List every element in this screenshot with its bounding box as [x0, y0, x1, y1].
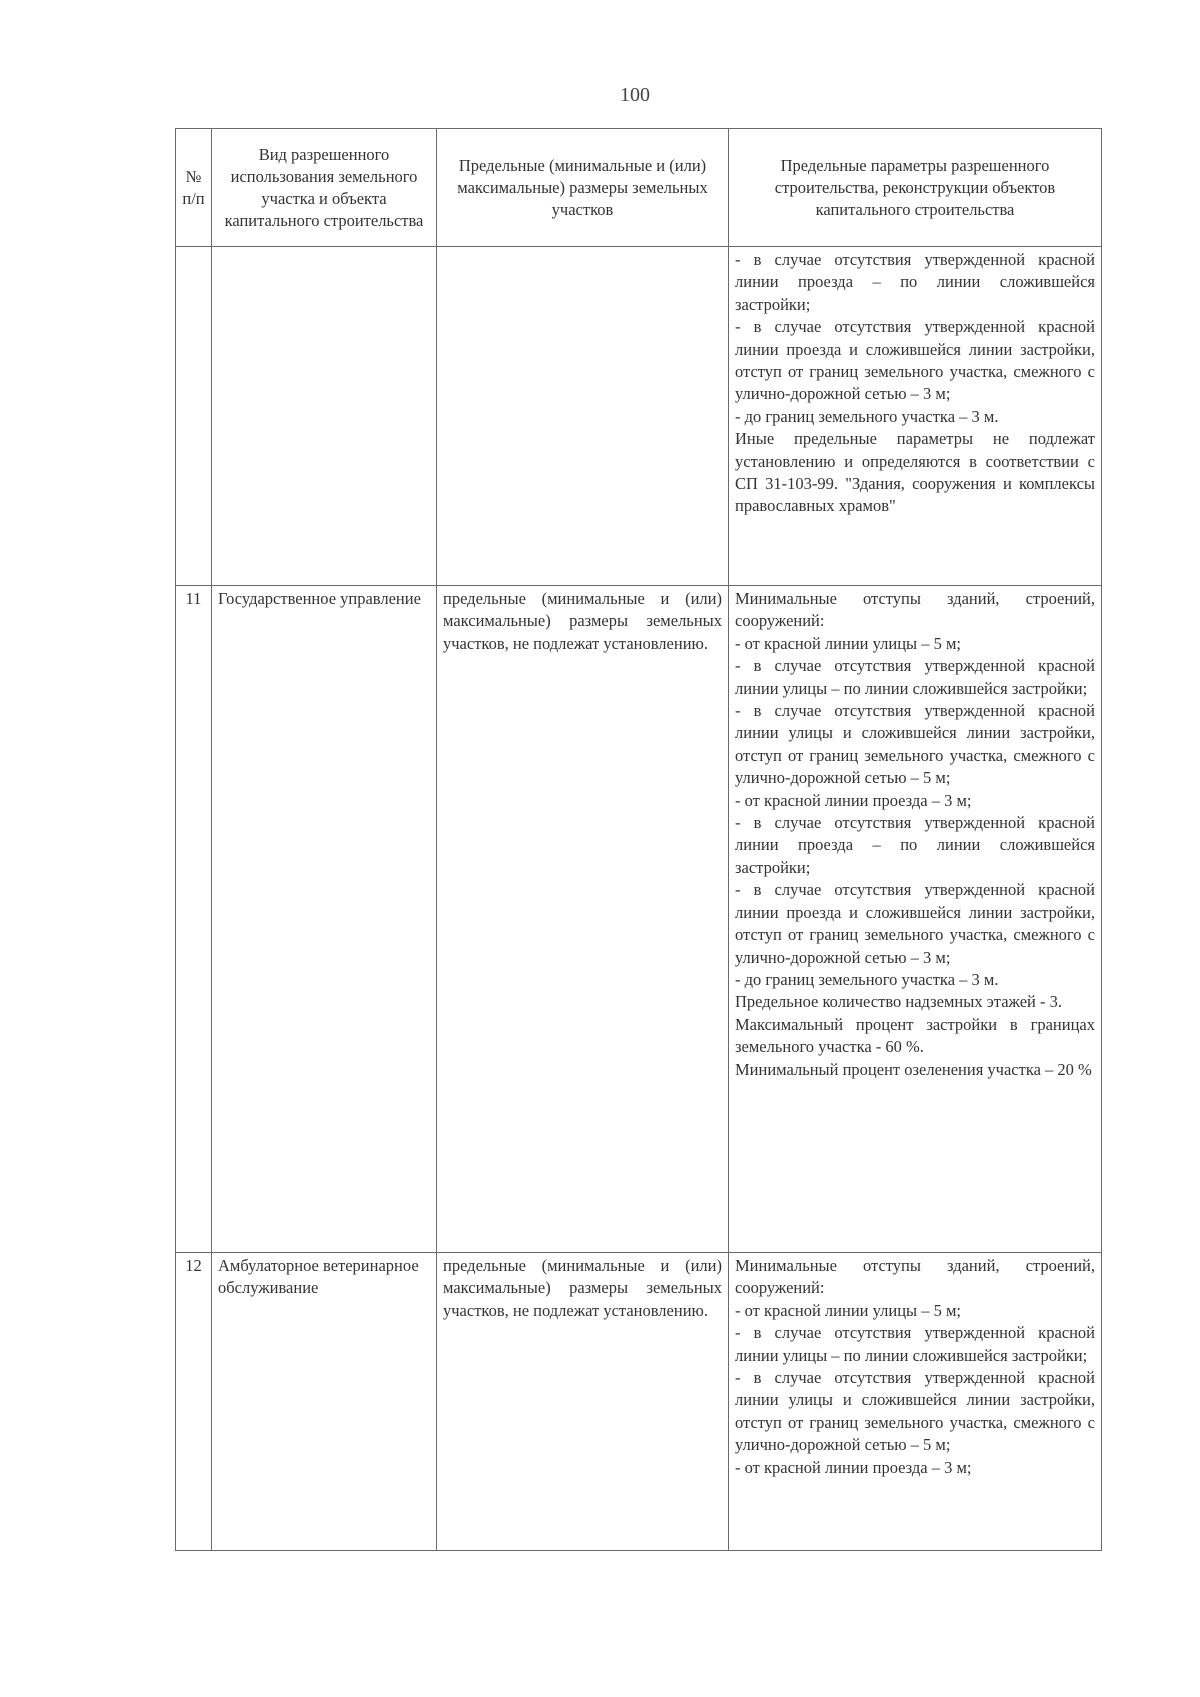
table-row — [176, 1253, 1102, 1551]
param-line: - от красной линии улицы – 5 м; — [735, 633, 962, 653]
param-line: Предельное количество надземных этажей - 3. — [735, 992, 1062, 1012]
param-line: - в случае отсутствия утвержденной красной линии улицы и сложившейся линии застройки, отступ от границ земельного участка, смежного с улично-дорожной сетью – 5 м; — [735, 1368, 1095, 1455]
param-line: - от красной линии проезда – 3 м; — [735, 1457, 972, 1477]
param-line: Минимальные отступы зданий, строений, сооружений: — [735, 1256, 1095, 1298]
param-line: - в случае отсутствия утвержденной красной линии проезда – по линии сложившейся застройки; — [735, 250, 1095, 314]
page-number: 100 — [620, 84, 650, 106]
table-row — [176, 247, 1102, 586]
param-line: - в случае отсутствия утвержденной красной линии проезда и сложившейся линии застройки, отступ от границ земельного участка, смежного с улично-дорожной сетью – 3 м; — [735, 880, 1095, 967]
row-use-type — [212, 247, 437, 586]
param-line: - в случае отсутствия утвержденной красной линии проезда – по линии сложившейся застройки; — [735, 813, 1095, 877]
param-line: - в случае отсутствия утвержденной красной линии улицы – по линии сложившейся застройки; — [735, 1323, 1095, 1365]
row-params — [729, 247, 1102, 586]
row-params — [729, 1253, 1102, 1551]
param-line: - от красной линии проезда – 3 м; — [735, 790, 972, 810]
row-plot-size — [437, 247, 729, 586]
param-line: Максимальный процент застройки в границах земельного участка - 60 %. — [735, 1014, 1095, 1057]
table-header-row — [176, 129, 1102, 247]
table-row — [176, 586, 1102, 1253]
row-params — [729, 586, 1102, 1253]
header-construction-params: Предельные параметры разрешенного строительства, реконструкции объектов капитального строительства — [729, 129, 1102, 247]
row-use-type: Амбулаторное ветеринарное обслуживание — [212, 1253, 437, 1551]
param-line: - до границ земельного участка – 3 м. — [735, 406, 999, 426]
param-line: - от красной линии улицы – 5 м; — [735, 1300, 962, 1320]
row-number: 11 — [176, 586, 212, 1253]
row-number — [176, 247, 212, 586]
regulations-table — [175, 128, 1102, 1551]
param-line: - в случае отсутствия утвержденной красной линии проезда и сложившейся линии застройки, отступ от границ земельного участка, смежного с улично-дорожной сетью – 3 м; — [735, 317, 1095, 404]
header-plot-size: Предельные (минимальные и (или) максимальные) размеры земельных участков — [437, 129, 729, 247]
row-plot-size: предельные (минимальные и (или) максимальные) размеры земельных участков, не подлежат установлению. — [437, 586, 729, 1253]
header-number: № п/п — [176, 129, 212, 247]
param-line: - в случае отсутствия утвержденной красной линии улицы – по линии сложившейся застройки; — [735, 656, 1095, 698]
header-use-type: Вид разрешенного использования земельного участка и объекта капитального строительства — [212, 129, 437, 247]
row-plot-size: предельные (минимальные и (или) максимальные) размеры земельных участков, не подлежат установлению. — [437, 1253, 729, 1551]
param-line: Минимальный процент озеленения участка – 20 % — [735, 1059, 1092, 1079]
row-use-type: Государственное управление — [212, 586, 437, 1253]
param-line: Иные предельные параметры не подлежат установлению и определяются в соответствии с СП 31-103-99. "Здания, сооружения и комплексы православных храмов" — [735, 429, 1095, 516]
param-line: - в случае отсутствия утвержденной красной линии улицы и сложившейся линии застройки, отступ от границ земельного участка, смежного с улично-дорожной сетью – 5 м; — [735, 701, 1095, 788]
param-line: - до границ земельного участка – 3 м. — [735, 969, 999, 989]
param-line: Минимальные отступы зданий, строений, сооружений: — [735, 589, 1095, 631]
row-number: 12 — [176, 1253, 212, 1551]
